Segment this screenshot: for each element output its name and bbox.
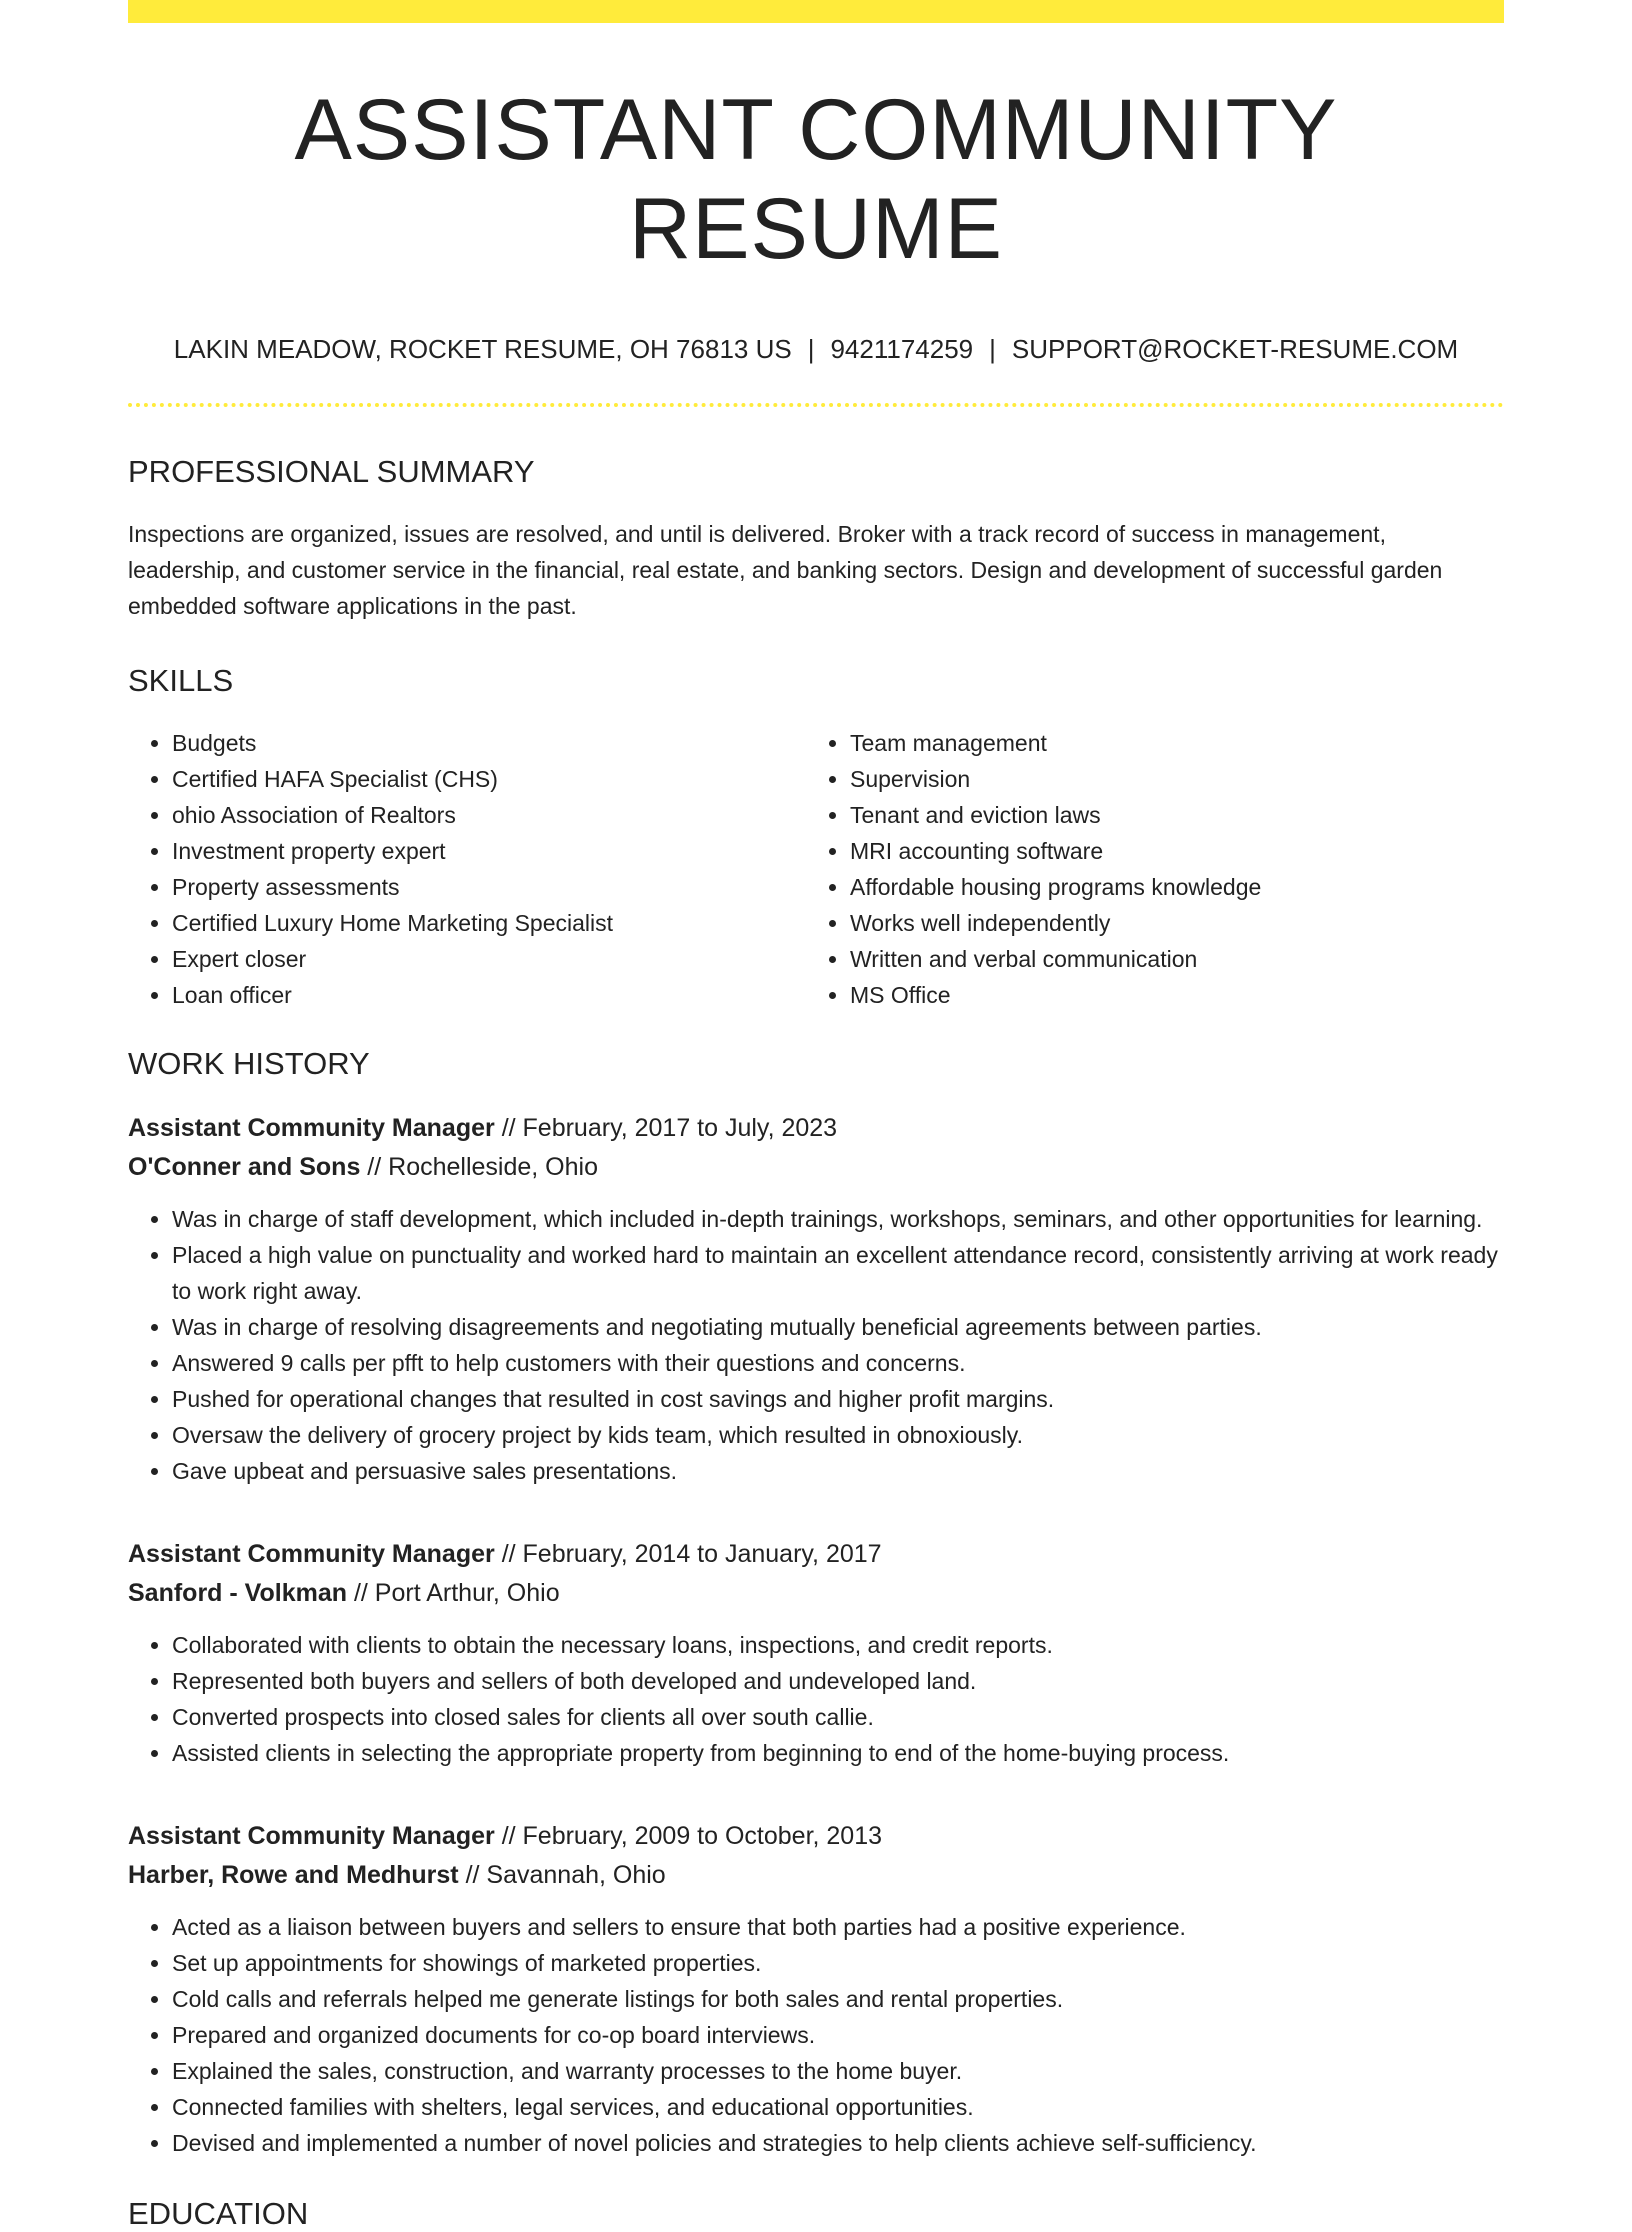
job-entry [128, 1817, 1504, 2161]
job-bullet: • Explained the sales, construction, and warranty processes to the home buyer. [172, 2053, 1504, 2089]
job-bullet: • Was in charge of resolving disagreements and negotiating mutually beneficial agreements between parties. [172, 1309, 1504, 1345]
work-history-list [128, 1109, 1504, 2161]
job-bullet: • Cold calls and referrals helped me generate listings for both sales and rental properties. [172, 1981, 1504, 2017]
job-company: Harber, Rowe and Medhurst [128, 1860, 459, 1889]
job-entry [128, 1109, 1504, 1489]
skills-heading: SKILLS [128, 663, 234, 699]
skill-item: • Expert closer [172, 941, 806, 977]
contact-separator: | [807, 333, 815, 364]
skill-item: • ohio Association of Realtors [172, 797, 806, 833]
skill-item: • Affordable housing programs knowledge [850, 869, 1484, 905]
job-bullet: • Collaborated with clients to obtain the necessary loans, inspections, and credit reports. [172, 1627, 1504, 1663]
skill-item: • Loan officer [172, 977, 806, 1013]
job-bullet: • Was in charge of staff development, which included in-depth trainings, workshops, seminars, and other opportunities for learning. [172, 1201, 1504, 1237]
job-bullet: • Gave upbeat and persuasive sales presentations. [172, 1453, 1504, 1489]
job-bullet: • Assisted clients in selecting the appropriate property from beginning to end of the home-buying process. [172, 1735, 1504, 1771]
summary-heading: PROFESSIONAL SUMMARY [128, 453, 535, 489]
job-bullet: • Set up appointments for showings of marketed properties. [172, 1945, 1504, 1981]
skill-item: • Certified Luxury Home Marketing Specialist [172, 905, 806, 941]
job-company-line [128, 1856, 1504, 1895]
contact-line [128, 334, 1504, 365]
job-company: Sanford - Volkman [128, 1578, 348, 1607]
job-bullet: • Oversaw the delivery of grocery project by kids team, which resulted in obnoxiously. [172, 1417, 1504, 1453]
skill-item: • Budgets [172, 725, 806, 761]
contact-email: SUPPORT@ROCKET-RESUME.COM [1011, 333, 1459, 364]
skill-item: • Certified HAFA Specialist (CHS) [172, 761, 806, 797]
job-location: // Rochelleside, Ohio [360, 1152, 598, 1181]
job-dates: // February, 2014 to January, 2017 [494, 1539, 882, 1568]
skill-item: • MS Office [850, 977, 1484, 1013]
job-bullet: • Prepared and organized documents for co-op board interviews. [172, 2017, 1504, 2053]
job-bullet-list [128, 1627, 1504, 1771]
summary-text: Inspections are organized, issues are resolved, and until is delivered. Broker with a track record of success in management, leadership, and customer service in the financial, real estate, and banking sectors. Design and development of successful garden embedded software applications in the past. [128, 521, 1443, 620]
education-heading: EDUCATION [128, 2195, 309, 2231]
dotted-divider [128, 403, 1504, 407]
job-bullet: • Placed a high value on punctuality and worked hard to maintain an excellent attendance record, consistently arriving at work ready to work right away. [172, 1237, 1504, 1309]
job-title: Assistant Community Manager [128, 1821, 495, 1850]
skill-item: • Works well independently [850, 905, 1484, 941]
skill-item: • Written and verbal communication [850, 941, 1484, 977]
job-entry [128, 1535, 1504, 1771]
resume-title: ASSISTANT COMMUNITY RESUME [294, 82, 1338, 277]
job-title-line [128, 1535, 1504, 1574]
job-bullet: • Converted prospects into closed sales for clients all over south callie. [172, 1699, 1504, 1735]
skill-item: • MRI accounting software [850, 833, 1484, 869]
contact-address: LAKIN MEADOW, ROCKET RESUME, OH 76813 US [173, 333, 792, 364]
job-location: // Port Arthur, Ohio [347, 1578, 560, 1607]
job-bullet: • Acted as a liaison between buyers and sellers to ensure that both parties had a positive experience. [172, 1909, 1504, 1945]
skills-columns [128, 725, 1504, 1013]
job-bullet: • Represented both buyers and sellers of both developed and undeveloped land. [172, 1663, 1504, 1699]
job-bullet-list [128, 1909, 1504, 2161]
job-company: O'Conner and Sons [128, 1152, 361, 1181]
job-dates: // February, 2009 to October, 2013 [494, 1821, 883, 1850]
job-bullet: • Devised and implemented a number of novel policies and strategies to help clients achieve self-sufficiency. [172, 2125, 1504, 2161]
skill-item: • Team management [850, 725, 1484, 761]
job-title-line [128, 1109, 1504, 1148]
job-bullet: • Pushed for operational changes that resulted in cost savings and higher profit margins. [172, 1381, 1504, 1417]
contact-separator: | [989, 333, 996, 364]
job-company-line [128, 1574, 1504, 1613]
job-location: // Savannah, Ohio [458, 1860, 666, 1889]
skills-list-right [806, 725, 1484, 1013]
job-title: Assistant Community Manager [128, 1113, 495, 1142]
work-history-heading: WORK HISTORY [128, 1046, 370, 1082]
skill-item: • Supervision [850, 761, 1484, 797]
skill-item: • Tenant and eviction laws [850, 797, 1484, 833]
accent-top-bar [128, 0, 1504, 23]
resume-page [128, 0, 1504, 2232]
skills-list-left [128, 725, 806, 1013]
job-title: Assistant Community Manager [128, 1539, 495, 1568]
job-dates: // February, 2017 to July, 2023 [494, 1113, 838, 1142]
job-title-line [128, 1817, 1504, 1856]
job-bullet: • Connected families with shelters, legal services, and educational opportunities. [172, 2089, 1504, 2125]
skill-item: • Property assessments [172, 869, 806, 905]
job-bullet-list [128, 1201, 1504, 1489]
skill-item: • Investment property expert [172, 833, 806, 869]
job-company-line [128, 1148, 1504, 1187]
contact-phone: 9421174259 [830, 333, 974, 364]
job-bullet: • Answered 9 calls per pfft to help customers with their questions and concerns. [172, 1345, 1504, 1381]
